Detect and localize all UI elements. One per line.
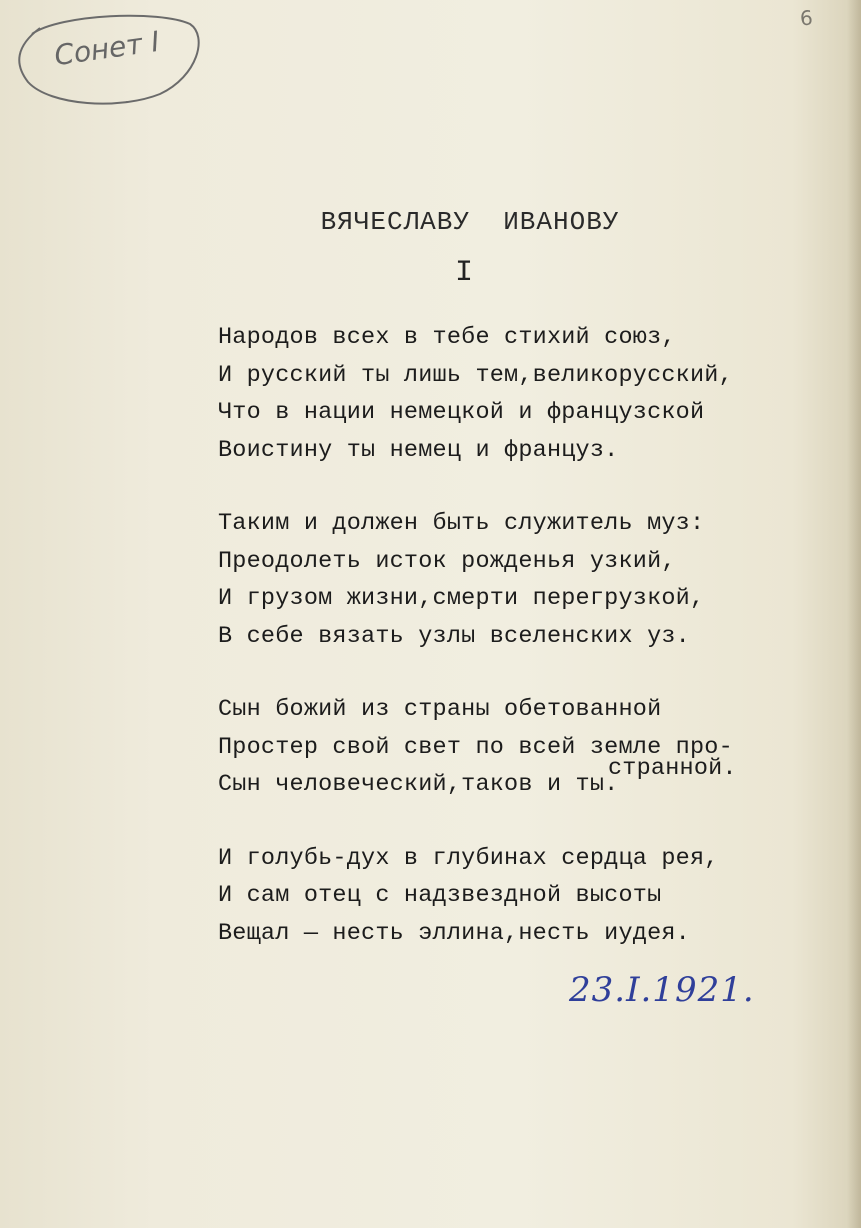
continuation-text: странной. — [608, 755, 737, 782]
poem-line: Сын божий из страны обетованной — [218, 696, 662, 723]
poem-line: И грузом жизни,смерти перегрузкой, — [218, 585, 705, 612]
sonnet-number: I — [455, 256, 474, 290]
poem-line: Вещал — несть эллина,несть иудея. — [218, 919, 690, 947]
handwritten-date — [569, 970, 779, 1020]
poem-line: Сын человеческий,таков и ты. — [218, 771, 619, 798]
poem-line: Преодолеть исток рожденья узкий, — [218, 547, 676, 575]
stanza-gap — [218, 804, 838, 840]
poem-line: Простер свой свет по всей земле про- — [218, 733, 733, 761]
poem-title: ВЯЧЕСЛАВУ ИВАНОВУ — [320, 207, 620, 237]
date-text: 23.I.1921. — [569, 970, 755, 1010]
stanza-gap — [218, 469, 838, 505]
margin-note-text: Сонет I — [52, 24, 162, 73]
poem-line: И русский ты лишь тем,великорусский, — [218, 361, 733, 389]
poem-line: И голубь-дух в глубинах сердца рея, — [218, 844, 719, 872]
poem-line: Таким и должен быть служитель муз: — [218, 510, 705, 537]
margin-note-stamp — [10, 6, 200, 106]
poem-line: Народов всех в тебе стихий союз, — [218, 324, 676, 351]
poem-line: Что в нации немецкой и французской — [218, 399, 705, 426]
poem-line: Воистину ты немец и француз. — [218, 436, 619, 464]
stanza-gap — [218, 655, 838, 691]
poem-line: И сам отец с надзвездной высоты — [218, 882, 662, 909]
poem-body — [218, 319, 838, 952]
page-number: 6 — [799, 5, 814, 31]
poem-line: В себе вязать узлы вселенских уз. — [218, 622, 690, 650]
